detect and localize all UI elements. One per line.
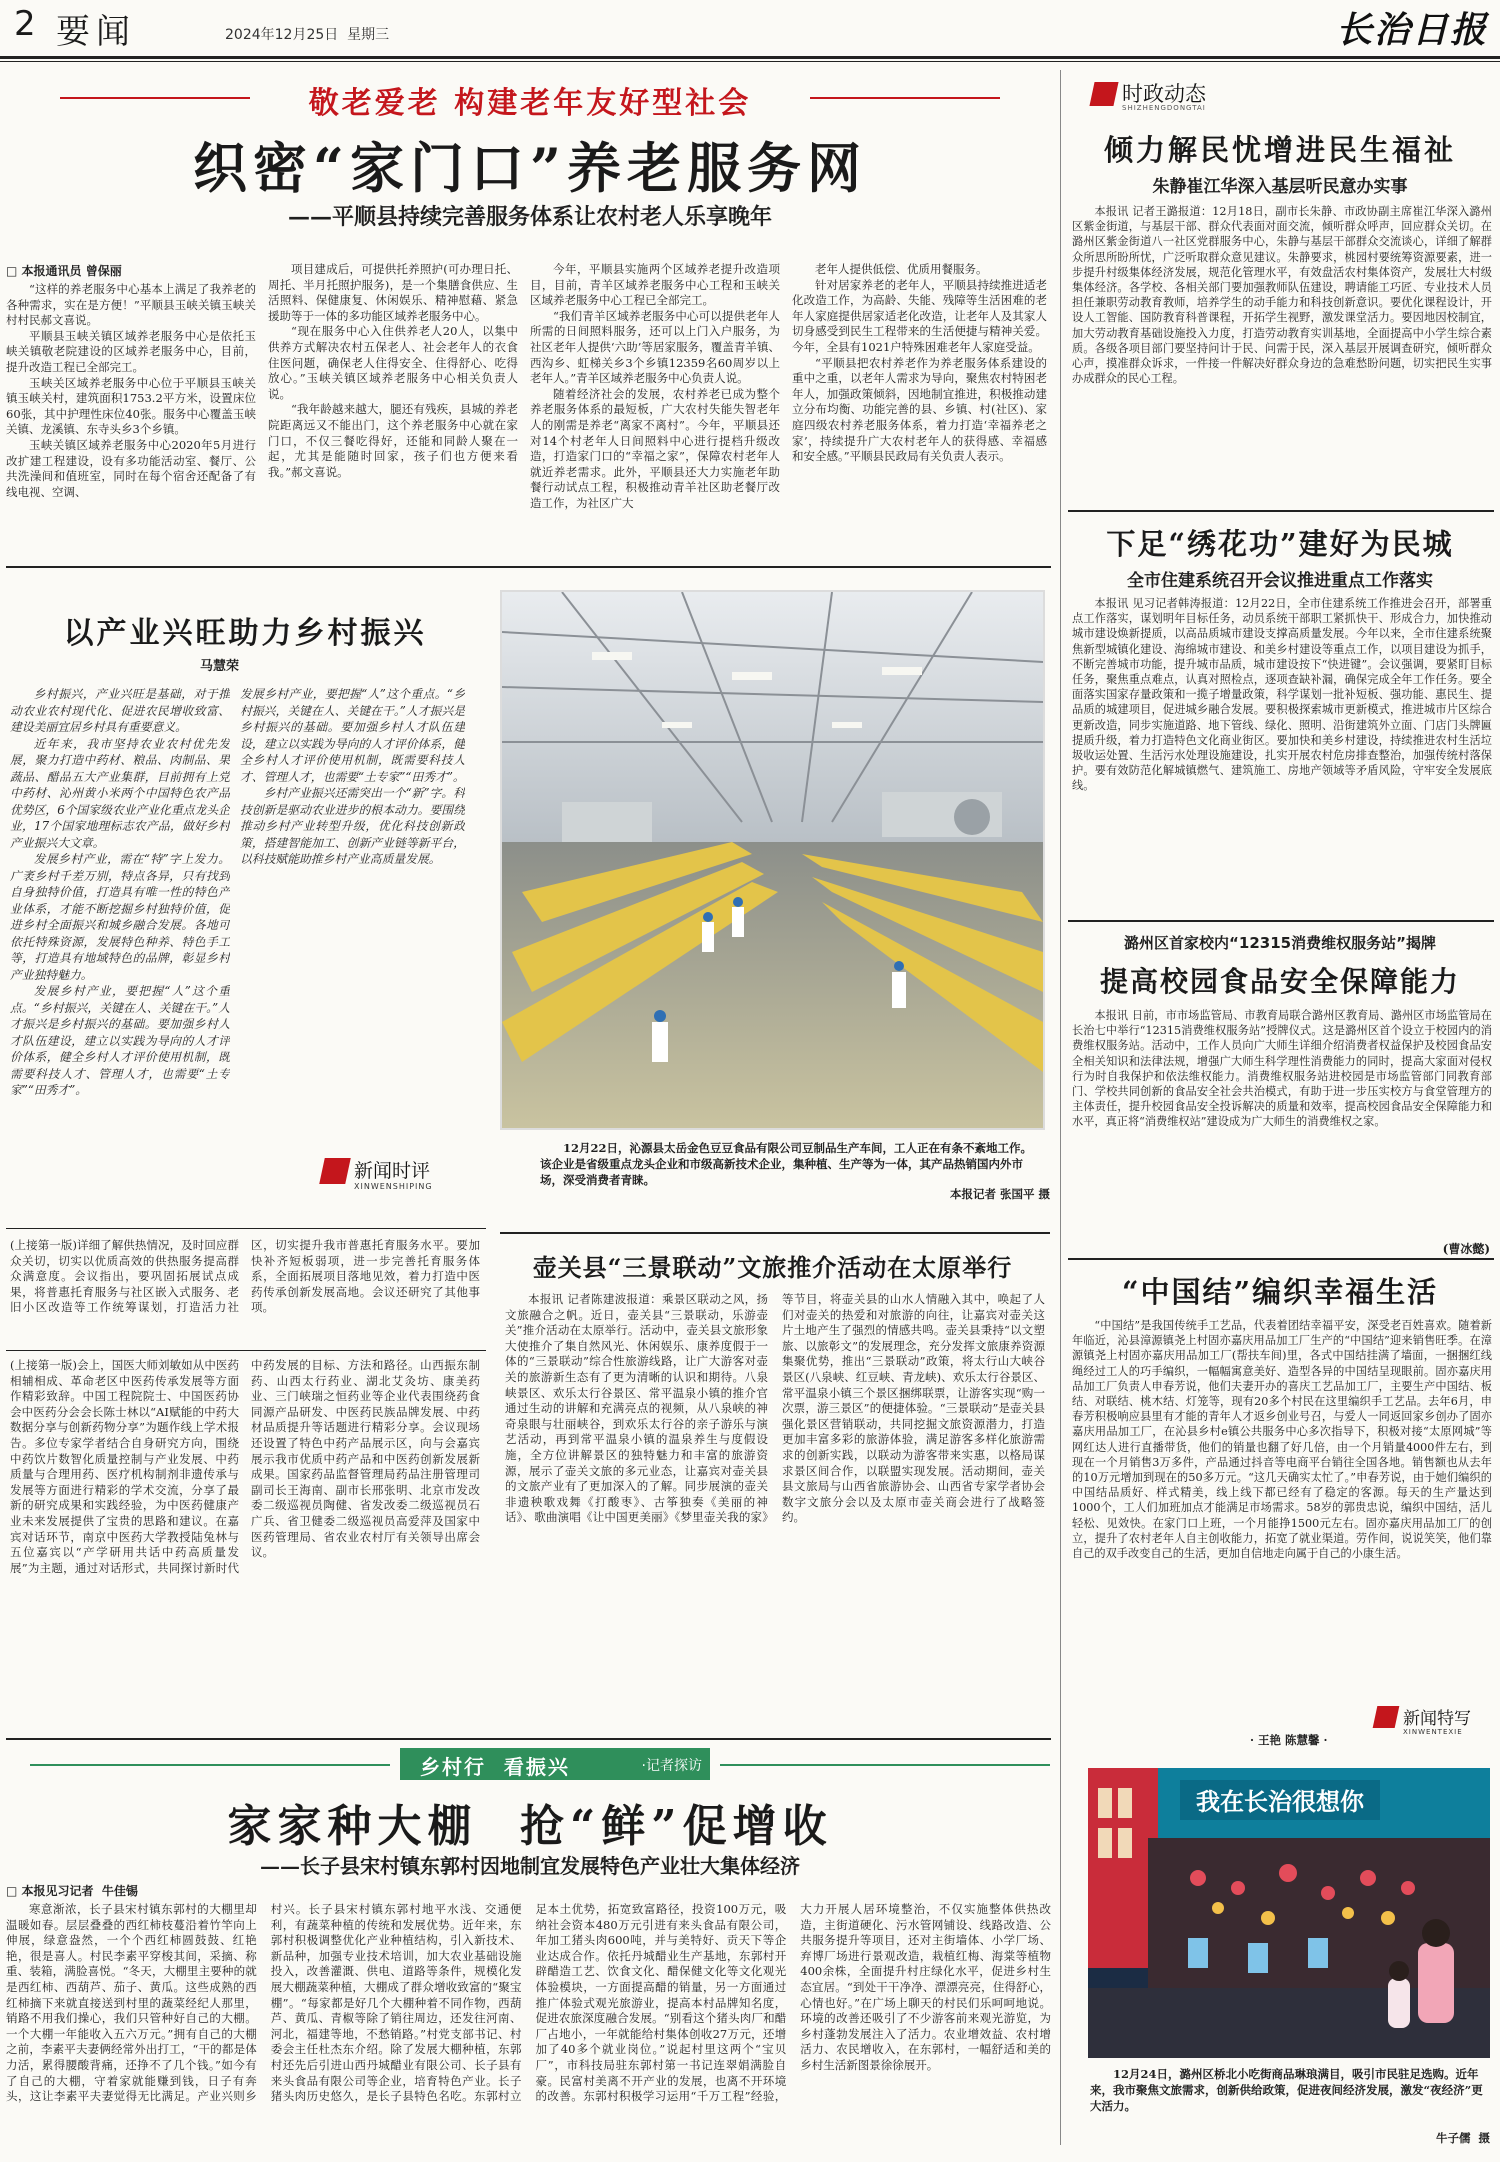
commentary-column-1	[10, 686, 230, 1231]
commentary-author: 马慧荣	[200, 659, 240, 674]
lead-paragraph: 玉峡关区域养老服务中心位于平顺县玉峡关镇玉峡关村，建筑面积1753.2平方米，设置床位60张，其中护理性床位40张。服务中心覆盖玉峡关镇、龙溪镇、东寺头乡3个乡镇。	[6, 375, 256, 437]
rural-text: 寒意渐浓，长子县宋村镇东郭村的大棚里却温暖如春。层层叠叠的西红柿枝蔓沿着竹竿向上伸展，绿意盎然，一个个西红柿圆鼓鼓、红艳艳，很是喜人。村民李素平穿梭其间，采摘、称重、装箱，满脸喜悦。“冬天，大棚里主要种的就是西红柿、西葫芦、茄子、黄瓜。这些成熟的西红柿摘下来就直接送到村里的蔬菜经纪人那里，销路不用我们操心，我们只管种好自己的大棚。一个大棚一年能收入五六万元。”拥有自己的大棚之前，李素平夫妻俩经常外出打工，“干的都是体力活，累得腰酸背痛，还挣不了几个钱。”如今有了自己的大棚，守着家就能赚到钱，日子有奔头，这让李素平夫妻觉得无比满足。产业兴则乡村兴。长子县宋村镇东郭村地平水浅、交通便利，有蔬菜种植的传统和发展优势。近年来，东郭村积极调整优化产业种植结构，引入新技术、新品种，加强专业技术培训，加大农业基础设施投入，改善灌溉、供电、道路等条件，规模化发展大棚蔬菜种植，大棚成了群众增收致富的“聚宝棚”。“每家都是好几个大棚种着不同作物，西葫芦、黄瓜、青椒等除了销往周边，还发往河南、河北，福建等地，不愁销路。”村党支部书记、村委会主任杜杰东介绍。除了发展大棚种植，东郭村还先后引进山西丹城醋业有限公司、长子县有来头食品有限公司等企业，培育特色产业。长子猪头肉历史悠久，是长子县特色名吃。东郭村立足本土优势，拓宽致富路径，投资100万元，吸纳社会资本480万元引进有来头食品有限公司，年加工猪头肉600吨，并与美特好、贡天下等企业达成合作。依托丹城醋业生产基地，东郭村开辟醋造工艺、饮食文化、醋保健文化等文化观光体验模块，一方面提高醋的销量，另一方面通过推广体验式观光旅游业，提高本村品牌知名度，促进农旅深度融合发展。“别看这个猪头肉厂和醋厂占地小，一年就能给村集体创收27万元，还增加了40多个就业岗位。”说起村里这两个“宝贝厂”，市科技局驻东郭村第一书记连翠娟满脸自豪。民富村美离不开产业的发展，也离不开环境的改善。东郭村积极学习运用“千万工程”经验，大力开展人居环境整治，不仅实施整体供热改造，主街道硬化、污水管网铺设、线路改造、公共服务提升等项目，还对主街墙体、小学厂场、弃博厂场进行景观改造，栽植红梅、海棠等植物400余株，全面提升村庄绿化水平，促进乡村生态宜居。“到处干干净净、漂漂亮亮，住得舒心，心情也好。”在广场上聊天的村民们乐呵呵地说。环境的改善还吸引了不少游客前来观光游览，为乡村蓬勃发展注入了活力。农业增效益、农村增活力、农民增收入，在东郭村，一幅舒适和美的乡村生活新图景徐徐展开。	[6, 1902, 1051, 2104]
rural-title: 家家种大棚 抢“鲜”促增收	[227, 1801, 833, 1852]
campus-text: 本报讯 日前，市市场监管局、市教育局联合潞州区教育局、潞州区市场监管局在长治七中举行“12315消费维权服务站”授牌仪式。这是潞州区首个设立于校园内的消费维权服务站。活动中，工作人员向广大师生详细介绍消费者权益保护及校园食品安全相关知识和法律法规，增强广大师生科学理性消费能力的同时，提高大家面对侵权行为时自我保护和依法维权能力。消费维权服务站进校园是市场监管部门同教育部门、学校共同创新的食品安全社会共治模式，有助于进一步压实校方与食堂管理方的主体责任，提升校园食品安全投诉解决的质量和效率，提高校园食品安全保障能力和水平，真正将“消费维权站”建设成为广大师生的消费维权之家。	[1072, 1009, 1492, 1129]
campus-body	[1072, 1008, 1492, 1240]
lead-paragraph: “这样的养老服务中心基本上满足了我养老的各种需求，实在是方便！”平顺县玉峡关镇玉峡关村村民郝文喜说。	[6, 282, 256, 328]
commentary-badge	[322, 1150, 462, 1205]
market-sign-text: 我在长治很想你	[1196, 1788, 1364, 1816]
section-divider	[6, 1350, 486, 1351]
commentary-badge-en: XINWENSHIPING	[354, 1182, 433, 1191]
newspaper-logo: 长治日报	[1335, 9, 1488, 51]
rural-banner-rule-right	[720, 1764, 1050, 1766]
tourism-body	[505, 1292, 1045, 1732]
rural-banner-tag: ·记者探访	[641, 1758, 702, 1774]
lead-column-4	[792, 262, 1047, 557]
lead-paragraph: 老年人提供低偿、优质用餐服务。	[815, 262, 988, 276]
banner-rule-left	[60, 97, 250, 99]
section-divider	[1068, 1258, 1494, 1260]
rural-byline: □ 本报见习记者 牛佳锡	[6, 1884, 138, 1898]
section-divider	[6, 566, 1051, 568]
masthead-rule	[0, 56, 1500, 59]
gov-tag	[1092, 78, 1292, 112]
continuation-2-text: (上接第一版)会上，国医大师刘敏如从中医药相辅相成、革命老区中医药传承发展等方面作精彩致辞。中国工程院院士、中国医药协会中医药分会会长陈士林以“AI赋能的中药大数据分享与创新药物分享”为题作线上学术报告。多位专家学者结合自身研究方向，围绕中药饮片数智化质量控制与产业发展、中药质量与合理用药、医疗机构制剂非遗传承与发展等方面进行精彩的学术交流，分享了最新的研究成果和实践经验，为中医药健康产业未来发展提供了宝贵的思路和建议。在嘉宾对话环节，南京中医药大学教授陆兔林与五位嘉宾以“产学研用共话中药高质量发展”为主题，通过对话形式，共同探讨新时代中药发展的目标、方法和路径。山西振东制药、山西太行药业、湖北艾灸坊、康美药业、三门峡瑞之恒药业等企业代表围绕药食同源产品研发、中医药民族品牌发展、中药材品质提升等话题进行精彩分享。会议现场还设置了特色中药产品展示区，向与会嘉宾展示我市优质中药产品和中医药创新发展新成果。国家药品监督管理局药品注册管理司副司长王海南、副市长邢张明、北京市发改委二级巡视员陶健、省发改委二级巡视员石广兵、省卫健委二级巡视员高爱萍及国家中医药管理局、省农业农村厅有关领导出席会议。	[10, 1358, 480, 1575]
rural-banner-rule-left	[30, 1764, 390, 1766]
knot-body	[1072, 1318, 1492, 1750]
lead-paragraph: 针对居家养老的老年人，平顺县持续推进适老化改造工作，为高龄、失能、残障等生活困难的老年人家庭提供居家适老化改造，让老年人及其家人切身感受到民生工程带来的生活便捷与精神关爱。今年，全县有1021户特殊困难老年人家庭受益。	[792, 277, 1047, 354]
section-divider	[500, 1232, 1050, 1234]
lead-paragraph: 今年，平顺县实施两个区域养老提升改造项目，目前，青羊区域养老服务中心工程和玉峡关区域养老服务中心工程已全部完工。	[530, 262, 780, 308]
lead-column-2	[268, 262, 518, 557]
craft-body	[1072, 596, 1492, 914]
market-photo-caption: 12月24日，潞州区桥北小吃街商品琳琅满目，吸引市民驻足选购。近年来，我市聚焦文旅需求，创新供给政策，促进夜间经济发展，激发“夜经济”更大活力。	[1090, 2067, 1483, 2113]
issue-date: 2024年12月25日 星期三	[225, 27, 390, 43]
badge-mark-icon	[1373, 1706, 1400, 1728]
section-divider	[6, 1228, 486, 1229]
knot-credit: · 王艳 陈慧馨 ·	[1250, 1733, 1328, 1747]
gov-body	[1072, 204, 1492, 504]
masthead-rule-thin	[0, 61, 1500, 62]
lead-banner	[60, 78, 1000, 121]
gov-subtitle: 朱静崔江华深入基层听民意办实事	[1152, 177, 1408, 197]
section-divider	[1068, 510, 1494, 512]
commentary-paragraph: 发展乡村产业，要把握“人”这个重点。“乡村振兴，关键在人、关键在干。”人才振兴是乡村振兴的基础。要加强乡村人才队伍建设，建立以实践为导向的人才评价体系，健全乡村人才评价使用机制，既需要科技人才、管理人才，也需要“土专家”“田秀才”。	[10, 984, 230, 1097]
rural-subtitle: ——长子县宋村镇东郭村因地制宜发展特色产业壮大集体经济	[260, 1854, 800, 1878]
lead-byline: □ 本报通讯员 曾保丽	[6, 264, 122, 278]
knot-badge-en: XINWENTEXIE	[1403, 1728, 1463, 1736]
commentary-paragraph: 近年来，我市坚持农业农村优先发展，聚力打造中药材、粮品、肉制品、果蔬品、醋品五大产业集群，目前拥有上党中药材、沁州黄小米两个中国特色农产品优势区，6个国家级农业产业化重点龙头企业，17个国家地理标志农产品，做好乡村产业振兴大文章。	[10, 736, 230, 850]
craft-subtitle: 全市住建系统召开会议推进重点工作落实	[1127, 571, 1433, 591]
lead-subtitle: ——平顺县持续完善服务体系让农村老人乐享晚年	[287, 204, 772, 230]
knot-text: “中国结”是我国传统手工艺品，代表着团结幸福平安，深受老百姓喜欢。随着新年临近，沁县漳源镇尧上村固亦嘉庆用品加工厂生产的“中国结”迎来销售旺季。在漳源镇尧上村固亦嘉庆用品加工厂(帮扶车间)里，各式中国结挂满了墙面，一捆捆红线绳经过工人的巧手编织，一幅幅寓意美好、造型各异的中国结呈现眼前。固亦嘉庆用品加工厂负责人申春芳说，他们夫妻开办的喜庆工艺品加工厂，主要生产中国结、板结、对联结、桃木结、灯笼等，现有20多个村民在这里编织手工艺品。去年6月，申春芳积极响应县里有才能的青年人才返乡创业号召，与爱人一同返回家乡创办了固亦嘉庆用品加工厂，在沁县乡村e镇公共服务中心多次指导下，积极对接“太原网城”等网红达人进行直播带货，他们的销量也翻了好几倍，由一个月销量4000件左右，到现在一个月销售3万多件，产品通过抖音等电商平台销往全国各地。销售额也从去年的10万元增加到现在的50多万元。“这几天确实太忙了。”申春芳说，由于她们编织的中国结品质好、样式精美，线上线下都已经有了稳定的客源。每天的生产量达到1000个，工人们加班加点才能满足市场需求。58岁的郭贵忠说，编织中国结，活儿轻松、见效快。在家门口上班，一个月能挣1500元左右。固亦嘉庆用品加工厂的创立，提升了农村老年人自主创收能力，拓宽了就业渠道。劳作间，说说笑笑，他们靠自己的双手改变自己的生活，更加自信地走向属于自己的小康生活。	[1072, 1319, 1492, 1561]
lead-paragraph: “我们青羊区域养老服务中心可以提供老年人所需的日间照料服务，还可以上门入户服务，为社区老年人提供‘六助’等居家服务，覆盖青羊镇、西沟乡、虹梯关乡3个乡镇12359名60周岁以上老年人。”青羊区域养老服务中心负责人说。	[530, 308, 780, 386]
lead-banner-text: 敬老爱老 构建老年友好型社会	[308, 86, 752, 121]
lead-column-3	[530, 262, 780, 557]
campus-credit: (曹冰懿)	[1442, 1242, 1490, 1256]
factory-photo-frame	[500, 590, 1045, 1130]
masthead	[0, 0, 1500, 62]
page-number: 2	[14, 4, 36, 44]
craft-title: 下足“绣花功”建好为民城	[1106, 527, 1454, 561]
lead-paragraph: 项目建成后，可提供托养照护(可办理日托、周托、半月托照护服务)，是一个集膳食供应、生活照料、保健康复、休闲娱乐、精神慰藉、紧急援助等于一体的多功能区域养老服务中心。	[268, 262, 518, 323]
banner-rule-right	[810, 97, 1000, 99]
section-name: 要闻	[56, 12, 136, 52]
continuation-1	[10, 1238, 480, 1343]
lead-paragraph: “现在服务中心入住供养老人20人，以集中供养方式解决农村五保老人、社会老年人的衣食住医问题，确保老人住得安全、住得舒心、吃得放心。”玉峡关镇区域养老服务中心相关负责人说。	[268, 324, 518, 401]
badge-mark-icon	[319, 1158, 351, 1184]
section-divider	[1068, 920, 1494, 922]
factory-photo	[502, 592, 1043, 1128]
gov-title: 倾力解民忧增进民生福祉	[1103, 133, 1456, 167]
knot-badge-label: 新闻特写	[1403, 1709, 1471, 1729]
gov-tag-label: 时政动态	[1122, 82, 1206, 106]
lead-title: 织密“家门口”养老服务网	[192, 136, 868, 200]
commentary-paragraph: 乡村产业振兴还需突出一个“新”字。科技创新是驱动农业进步的根本动力。要围绕推动乡村产业转型升级，优化科技创新政策，搭建智能加工、创新产业链等新平台，以科技赋能助推乡村产业高质量发展。	[240, 786, 465, 866]
market-photo-credit: 牛子儒 摄	[1435, 2131, 1490, 2145]
gov-text: 本报讯 记者王潞报道：12月18日，副市长朱静、市政协副主席崔江华深入潞州区紫金街道，与基层干部、群众代表面对面交流，倾听群众呼声，回应群众关切。在潞州区紫金街道八一社区党群服务中心，朱静与基层干部群众交流谈心，详细了解群众所思所盼所忧，广泛听取群众意见建议。朱静要求，桃园村要统筹资源要素，进一步提升村级集体经济发展，规范化管理水平，有效盘活农村集体资产，发展壮大村级集体经济。各学校、各相关部门要加强教师队伍建设，聘请能工巧匠、专业技术人员担任兼职劳动教育教师，培养学生的动手能力和科技创新意识。要优化课程设计，开设人工智能、国防教育科普课程，开拓学生视野，激发课堂活力。要因地因校制宜，加大劳动教育基础设施投入力度，打造劳动教育实训基地，全面提高中小学生综合素质。各级各项目部门要坚持问计于民、问需于民，深入基层开展调查研究，倾听群众心声，摸准群众诉求，一件接一件解决好群众身边的急难愁盼问题，切实把民生实事办成群众的民心工程。	[1072, 205, 1492, 386]
craft-text: 本报讯 见习记者韩涛报道：12月22日，全市住建系统工作推进会召开，部署重点工作落实，谋划明年目标任务，动员系统干部职工紧抓快干、形成合力，加快推动城市建设焕新提质，以高品质城市建设支撑高质量发展。今年以来，全市住建系统聚焦新型城镇化建设、海绵城市建设、和美乡村建设等重点工作，以项目建设为抓手，不断完善城市功能，提升城市品质，城市建设按下“快进键”。会议强调，要紧盯目标任务，聚焦重点难点，认真对照检点，逐项查缺补漏，确保完成全年工作任务。要全面落实国家存量政策和一揽子增量政策，科学谋划一批补短板、强功能、惠民生、提品质的城建项目，促进城乡融合发展。要积极探索城市更新模式，推进城市片区综合更新改造，同步实施道路、地下管线、绿化、照明、沿街建筑外立面、门店门头牌匾提质升级，着力打造特色文化商业街区。要加快和美乡村建设，持续推进农村生活垃圾收运处置、生活污水处理设施建设，扎实开展农村危房排查整治，加强传统村落保护。要有效防范化解城镇燃气、建筑施工、房地产领域等矛盾风险，守牢安全发展底线。	[1072, 597, 1492, 793]
tourism-title: 壶关县“三景联动”文旅推介活动在太原举行	[532, 1253, 1013, 1282]
lead-column-1	[6, 282, 256, 557]
gov-tag-en: SHIZHENGDONGTAI	[1122, 104, 1206, 112]
commentary-badge-label: 新闻时评	[354, 1160, 431, 1182]
lead-paragraph: “我年龄越来越大，腿还有残疾，县城的养老院距离远又不能出门，这个养老服务中心就在家门口，不仅三餐吃得好，还能和同龄人聚在一起，尤其是能随时回家，孩子们也方便来看我。”郝文喜说。	[268, 402, 518, 479]
continuation-1-text: (上接第一版)详细了解供热情况，及时回应群众关切，切实以优质高效的供热服务提高群众满意度。会议指出，要巩固拓展试点成果，将普惠托育服务与社区嵌入式服务、老旧小区改造等工作统筹谋划，打造活力社区，切实提升我市普惠托育服务水平。要加快补齐短板弱项，进一步完善托育服务体系，全面拓展项目落地见效，着力打造中医药传承创新发展高地。会议还研究了其他事项。	[10, 1238, 480, 1315]
knot-title: “中国结”编织幸福生活	[1121, 1275, 1439, 1309]
factory-photo-credit: 本报记者 张国平 摄	[949, 1187, 1050, 1201]
lead-paragraph: 玉峡关镇区域养老服务中心2020年5月进行改扩建工程建设，设有多功能活动室、餐厅、公共洗澡间和值班室，同时在每个宿舍还配备了有线电视、空调、	[6, 437, 256, 499]
commentary-column-2	[240, 686, 465, 1131]
rural-banner	[400, 1748, 710, 1780]
campus-title: 提高校园食品安全保障能力	[1099, 965, 1460, 998]
lead-paragraph: 平顺县玉峡关镇区域养老服务中心是依托玉峡关镇敬老院建设的区域养老服务中心，目前，提升改造工程已全部完工。	[6, 328, 256, 374]
tag-mark-icon	[1089, 82, 1118, 106]
tourism-text: 本报讯 记者陈建波报道：乘景区联动之风，扬文旅融合之帆。近日，壶关县“三景联动，乐游壶关”推介活动在太原举行。活动中，壶关县文旅形象大使推介了集自然风光、休闲娱乐、康养度假于一体的“三景联动”综合性旅游线路，让广大游客对壶关的旅游新生态有了更为清晰的认识和期待。八泉峡景区、欢乐太行谷景区、常平温泉小镇的推介官通过生动的讲解和充满亮点的视频，从八泉峡的神奇泉眼与壮丽峡谷，到欢乐太行谷的亲子游乐与演艺活动，再到常平温泉小镇的温泉养生与度假设施，全方位讲解景区的独特魅力和丰富的旅游资源，展示了壶关文旅的多元业态，让嘉宾对壶关县的文旅产业有了更加深入的了解。同步展演的壶关非遗秧歌戏舞《打酸枣》、古筝独奏《美丽的神话》、歌曲演唱《让中国更美丽》《梦里壶关我的家》等节目，将壶关县的山水人情融入其中，唤起了人们对壶关的热爱和对旅游的向往，让嘉宾对壶关这片土地产生了强烈的情感共鸣。壶关县秉持“以文塑旅、以旅彰文”的发展理念，充分发挥文旅康养资源集聚优势，推出“三景联动”政策，将太行山大峡谷景区(八泉峡、红豆峡、青龙峡)、欢乐太行谷景区、常平温泉小镇三个景区捆绑联票，让游客实现“购一次票，游三景区”的便捷体验。“三景联动”是壶关县强化景区营销联动，共同挖掘文旅资源潜力，打造更加丰富多彩的旅游体验，满足游客多样化旅游需求的创新实践，以联动为游客带来实惠，以格局谋求景区间合作，以联盟实现发展。活动期间，壶关县文旅局与山西省旅游协会、山西省专家学者协会数字文旅分会以及太原市壶关商会进行了战略签约。	[505, 1292, 1045, 1525]
lead-paragraph: “平顺县把农村养老作为养老服务体系建设的重中之重，以老年人需求为导向，聚焦农村特困老年人，加强政策倾斜，因地制宜推进，积极推动建立分布均衡、功能完善的县、乡镇、村(社区)、家庭四级农村养老服务体系，着力打造‘幸福养老之家’，持续提升广大农村老年人的获得感、幸福感和安全感。”平顺县民政局有关负责人表示。	[792, 355, 1047, 464]
rural-banner-text: 乡村行 看振兴	[420, 1755, 570, 1779]
commentary-paragraph: 发展乡村产业，需在“特”字上发力。广袤乡村千差万别，特点各异，只有找到自身独特价值，打造具有唯一性的特色产业体系，才能不断挖掘乡村独特价值，促进乡村全面振兴和城乡融合发展。各地可依托特殊资源，发展特色种养、特色手工等，打造具有地域特色的品牌，彰显乡村产业独特魅力。	[10, 852, 230, 982]
factory-photo-caption: 12月22日，沁源县太岳金色豆豆食品有限公司豆制品生产车间，工人正在有条不紊地工作。该企业是省级重点龙头企业和市级高新技术企业，集种植、生产等为一体，其产品热销国内外市场，深受消费者青睐。	[540, 1141, 1033, 1187]
right-column-divider	[1060, 70, 1061, 2145]
continuation-2	[10, 1358, 480, 1728]
lead-paragraph: 随着经济社会的发展，农村养老已成为整个养老服务体系的最短板，广大农村失能失智老年人的刚需是养老“离家不离村”。今年，平顺县还对14个村老年人日间照料中心进行提档升级改造，打造家门口的“幸福之家”，保障农村老年人就近养老需求。此外，平顺县还大力实施老年助餐行动试点工程，积极推动青羊社区助老餐厅改造工作，为社区广大	[530, 386, 780, 510]
section-divider	[6, 1738, 1051, 1740]
rural-body	[6, 1902, 1051, 2157]
commentary-paragraph: 乡村振兴，产业兴旺是基础，对于推动农业农村现代化、促进农民增收致富、建设美丽宜居乡村具有重要意义。	[10, 687, 230, 734]
commentary-title: 以产业兴旺助力乡村振兴	[63, 616, 427, 651]
market-photo-frame	[1088, 1768, 1490, 2058]
commentary-paragraph: 发展乡村产业，要把握“人”这个重点。“乡村振兴，关键在人、关键在干。”人才振兴是乡村振兴的基础。要加强乡村人才队伍建设，建立以实践为导向的人才评价体系，健全乡村人才评价使用机制，既需要科技人才、管理人才，也需要“土专家”“田秀才”。	[240, 687, 465, 784]
knot-badge	[1375, 1700, 1495, 1750]
campus-kicker: 潞州区首家校内“12315消费维权服务站”揭牌	[1124, 934, 1436, 952]
